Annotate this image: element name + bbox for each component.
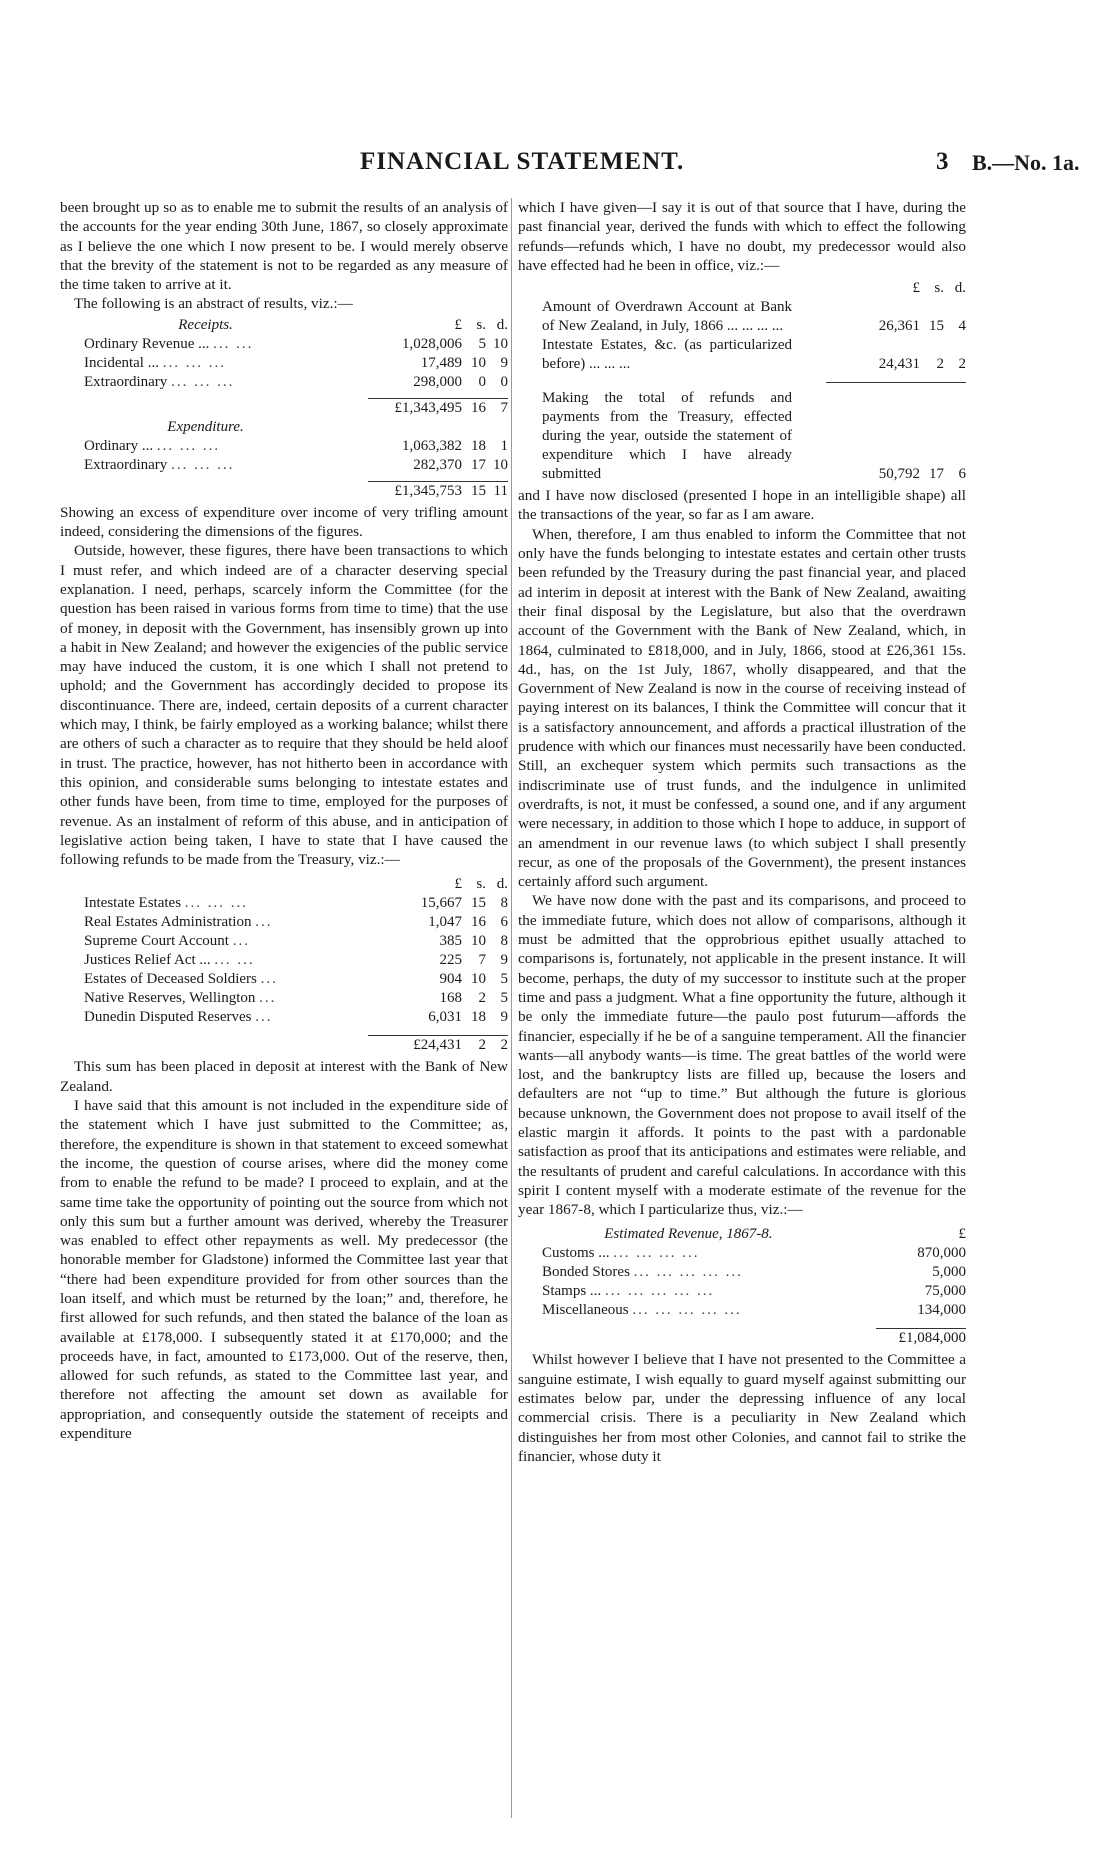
table-row xyxy=(84,913,508,932)
leader-dots: ... ... ... ... ... xyxy=(604,1283,715,1300)
col-header: £ xyxy=(454,876,462,893)
table-row xyxy=(84,456,508,475)
col-header: s. xyxy=(934,280,944,297)
total-row xyxy=(84,482,508,501)
row-label: Dunedin Disputed Reserves xyxy=(84,1009,252,1026)
leader-dots: ... ... ... xyxy=(171,373,235,390)
estimated-revenue-table xyxy=(542,1225,966,1348)
table-row xyxy=(84,989,508,1008)
shillings-cell: 10 xyxy=(471,354,486,371)
right-column xyxy=(518,198,966,1466)
col-header: £ xyxy=(912,280,920,297)
pence-cell: 9 xyxy=(500,354,508,371)
total-shillings: 2 xyxy=(478,1037,486,1054)
overdrawn-table xyxy=(542,279,966,484)
pence-cell: 8 xyxy=(500,933,508,950)
pence-cell: 5 xyxy=(500,971,508,988)
row-label: Making the total of refunds and payments from the Treasury, effected during the year, outside the statement of expenditure which I have already submitted xyxy=(542,390,792,483)
leader-dots: ... xyxy=(255,1009,273,1026)
paragraph: which I have given—I say it is out of that source that I have, during the past financial year, derived the funds with which to effect the following refunds—refunds which, I have no doubt, my predecessor would also have effected had he been in office, viz.:— xyxy=(518,199,966,274)
pounds-cell: 15,667 xyxy=(420,895,462,912)
pounds-cell: 870,000 xyxy=(917,1245,966,1262)
table-row xyxy=(84,1008,508,1027)
col-header: d. xyxy=(496,316,508,333)
row-label: Intestate Estates xyxy=(84,895,182,912)
leader-dots: ... xyxy=(255,914,273,931)
shillings-cell: 0 xyxy=(478,373,486,390)
total-pounds: £1,084,000 xyxy=(898,1330,966,1347)
leader-dots: ... ... xyxy=(213,335,254,352)
pence-cell: 1 xyxy=(500,437,508,454)
pounds-cell: 26,361 xyxy=(878,318,920,335)
row-label: Amount of Overdrawn Account at Bank of New Zealand, in July, 1866 ... ... ... ... xyxy=(542,299,792,335)
row-label: Extraordinary xyxy=(84,373,168,390)
col-header: s. xyxy=(476,876,486,893)
pounds-cell: 225 xyxy=(439,952,462,969)
shillings-cell: 18 xyxy=(471,1009,486,1026)
table-row xyxy=(84,951,508,970)
col-header: £ xyxy=(454,316,462,333)
pounds-cell: 1,063,382 xyxy=(402,437,462,454)
total-shillings: 16 xyxy=(471,399,486,416)
row-label: Supreme Court Account xyxy=(84,933,229,950)
pounds-cell: 5,000 xyxy=(932,1264,966,1281)
pounds-cell: 6,031 xyxy=(428,1009,462,1026)
row-label: Real Estates Administration xyxy=(84,914,252,931)
left-column xyxy=(60,198,508,1443)
pence-cell: 9 xyxy=(500,952,508,969)
table-row xyxy=(542,336,966,374)
leader-dots: ... ... ... ... xyxy=(613,1245,700,1262)
pence-cell: 8 xyxy=(500,895,508,912)
leader-dots: ... ... ... xyxy=(171,456,235,473)
shillings-cell: 18 xyxy=(471,437,486,454)
shillings-cell: 16 xyxy=(471,914,486,931)
document-reference: B.—No. 1a. xyxy=(972,150,1080,175)
shillings-cell: 7 xyxy=(478,952,486,969)
pence-cell: 10 xyxy=(493,335,508,352)
paragraph: This sum has been placed in deposit at interest with the Bank of New Zealand. xyxy=(60,1058,508,1095)
pence-cell: 9 xyxy=(500,1009,508,1026)
total-pence: 7 xyxy=(500,399,508,416)
pounds-cell: 168 xyxy=(439,990,462,1007)
column-divider xyxy=(511,198,512,1818)
table-row xyxy=(542,1301,966,1320)
row-label: Stamps ... xyxy=(542,1283,602,1300)
col-header: d. xyxy=(954,280,966,297)
pounds-cell: 298,000 xyxy=(413,373,462,390)
pence-cell: 4 xyxy=(958,318,966,335)
shillings-cell: 5 xyxy=(478,335,486,352)
pounds-cell: 282,370 xyxy=(413,456,462,473)
row-label: Customs ... xyxy=(542,1245,610,1262)
col-header: £ xyxy=(958,1226,966,1243)
total-shillings: 17 xyxy=(929,466,944,483)
leader-dots: ... ... ... xyxy=(184,895,249,912)
leader-dots: ... ... ... xyxy=(162,354,226,371)
table-row xyxy=(542,298,966,336)
paragraph: The following is an abstract of results, viz.:— xyxy=(74,295,353,313)
pence-cell: 10 xyxy=(493,456,508,473)
paragraph: Outside, however, these figures, there have been transactions to which I must refer, and which indeed are of a character deserving special explanation. I need, perhaps, scarcely inform the Committee (for the question has been raised in various forms from time to time) that the use of money, in deposit with the Government, has insensibly grown up into a habit in New Zealand; and however the exigencies of the public service may have induced the custom, it is one which I shall not pretend to uphold; and the Government has accordingly decided to propose its discontinuance. There are, indeed, certain deposits of a current character which may, I think, be fairly employed as a working balance; whilst there are others of such a character as to require that they should be held aloof in trust. The practice, however, has not hitherto been in accordance with this opinion, and considerable sums belonging to intestate estates and other funds have been, from time to time, employed for the purposes of revenue. As an instalment of reform of this abuse, and in anticipation of legislative action being taken, I have to state that I have caused the following refunds to be made from the Treasury, viz.:— xyxy=(60,542,508,869)
shillings-cell: 15 xyxy=(471,895,486,912)
row-label: Native Reserves, Wellington xyxy=(84,990,256,1007)
pounds-cell: 1,028,006 xyxy=(402,335,462,352)
row-label: Ordinary ... xyxy=(84,437,154,454)
total-shillings: 15 xyxy=(471,482,486,499)
total-row xyxy=(542,383,966,484)
table-row xyxy=(84,894,508,913)
total-pence: 2 xyxy=(500,1037,508,1054)
paragraph: I have said that this amount is not included in the expenditure side of the statement which I have just submitted to the Committee; as, therefore, the expenditure is shown in that statement to exceed somewhat the income, the question of course arises, where did the money come from to enable the refund to be made? I proceed to explain, and at the same time take the opportunity of pointing out the source from which not only this sum but a further amount was derived, whereby the Treasurer was enabled to effect other repayments as well. My predecessor (the honorable member for Gladstone) informed the Committee last year that “there had been expenditure provided for from other sources than the loan itself, and which must be returned by the loan;” and, therefore, he first allowed for such refunds, and then stated the balance of the loan as available at £178,000. I subsequently stated it at £170,000; and the proceeds have, in fact, amounted to £173,000. Out of the reserve, then, allowed for such refunds, as stated to the Committee last year, and therefore not affecting the amount set down as available for appropriation, and consequently outside the statement of receipts and expenditure xyxy=(60,1097,508,1443)
paragraph: Whilst however I believe that I have not presented to the Committee a sanguine estimate, I wish equally to guard myself against submitting our estimates below par, under the depressing influence of any local commercial crisis. There is a peculiarity in New Zealand which distinguishes her from most other Colonies, and cannot fail to strike the financier, whose duty it xyxy=(518,1351,966,1465)
leader-dots: ... ... xyxy=(214,952,255,969)
row-label: Miscellaneous xyxy=(542,1302,629,1319)
row-label: Justices Relief Act ... xyxy=(84,952,211,969)
pounds-cell: 385 xyxy=(439,933,462,950)
row-label: Incidental ... xyxy=(84,354,159,371)
receipts-table xyxy=(84,316,508,501)
total-pounds: £24,431 xyxy=(413,1037,462,1054)
total-pounds: 50,792 xyxy=(878,466,920,483)
total-pounds: £1,345,753 xyxy=(394,482,462,499)
page-header xyxy=(0,148,1114,188)
page-number: 3 xyxy=(936,148,949,175)
leader-dots: ... xyxy=(259,990,277,1007)
total-row xyxy=(542,1329,966,1348)
total-pence: 6 xyxy=(958,466,966,483)
leader-dots: ... xyxy=(232,933,250,950)
row-label: Estates of Deceased Soldiers xyxy=(84,971,257,988)
leader-dots: ... xyxy=(260,971,278,988)
page-title: FINANCIAL STATEMENT. xyxy=(360,148,685,175)
pence-cell: 2 xyxy=(958,356,966,373)
pounds-cell: 904 xyxy=(439,971,462,988)
pounds-cell: 134,000 xyxy=(917,1302,966,1319)
pounds-cell: 17,489 xyxy=(420,354,462,371)
total-pounds: £1,343,495 xyxy=(394,399,462,416)
table-row xyxy=(542,1244,966,1263)
paragraph: We have now done with the past and its comparisons, and proceed to the immediate future, which does not allow of comparisons, although it must be admitted that the opprobrious epithet usually attached to comparisons is, fortunately, not applicable in the present instance. It will become, perhaps, the duty of my successor to institute such at the proper time and pass a judgment. What a fine opportunity the future, although it be only the immediate future—the paulo post futurum—affords the financier, especially if he be of a sanguine temperament. All the financier wants—all anybody wants—is time. The great battles of the world were lost, and the bankruptcy lists are filled up, because the losers and defaulters are not “up to time.” But although the future is glorious because unknown, the Government does not propose to avail itself of the elastic margin it affords. It points to the past with a pardonable satisfaction as proof that its anticipations and estimates were reliable, and the resultants of prudent and careful calculations. In accordance with this spirit I content myself with a moderate estimate of the revenue for the year 1867-8, which I particularize thus, viz.:— xyxy=(518,892,966,1219)
paragraph: and I have now disclosed (presented I hope in an intelligible shape) all the transactions of the year, so far as I am aware. xyxy=(518,487,966,524)
table-caption: Estimated Revenue, 1867-8. xyxy=(604,1226,773,1243)
table-row xyxy=(84,932,508,951)
shillings-cell: 17 xyxy=(471,456,486,473)
refunds-table xyxy=(84,875,508,1055)
shillings-cell: 10 xyxy=(471,971,486,988)
pence-cell: 0 xyxy=(500,373,508,390)
paragraph: When, therefore, I am thus enabled to inform the Committee that not only have the funds belonging to intestate estates and certain other trusts been refunded by the Treasury during the past financial year, and placed ad interim in deposit at interest with the Bank of New Zealand, awaiting their final disposal by the Legislature, but also that the overdrawn account of the Government with the Bank of New Zealand, which, in 1864, culminated to £818,000, and in July, 1866, stood at £26,361 15s. 4d., has, on the 1st July, 1867, wholly disappeared, and that the Government of New Zealand is now in the course of receiving instead of paying interest on its balances, I think the Committee will concur that it is a satisfactory announcement, and affords a practical illustration of the prudence with which our finances must necessarily have been conducted. Still, an exchequer system which permits such transactions as the indiscriminate use of trust funds, and the indulgence in unlimited overdrafts, is not, it must be confessed, a sound one, and if any argument were necessary, in addition to those which I hope to adduce, in support of an amendment in our revenue laws (to which subject I shall presently recur, as one of the proposals of the Government), the present instances certainly afford such argument. xyxy=(518,525,966,891)
pounds-cell: 1,047 xyxy=(428,914,462,931)
shillings-cell: 15 xyxy=(929,318,944,335)
row-label: Bonded Stores xyxy=(542,1264,630,1281)
pence-cell: 6 xyxy=(500,914,508,931)
leader-dots: ... ... ... xyxy=(156,437,221,454)
table-row xyxy=(84,970,508,989)
shillings-cell: 10 xyxy=(471,933,486,950)
row-label: Intestate Estates, &c. (as particularized before) ... ... ... xyxy=(542,337,792,373)
pounds-cell: 75,000 xyxy=(924,1283,966,1300)
table-caption: Expenditure. xyxy=(167,418,244,435)
leader-dots: ... ... ... ... ... xyxy=(632,1302,742,1319)
table-row xyxy=(84,335,508,354)
table-row xyxy=(542,1282,966,1301)
shillings-cell: 2 xyxy=(936,356,944,373)
row-label: Extraordinary xyxy=(84,456,168,473)
row-label: Ordinary Revenue ... xyxy=(84,335,210,352)
paragraph: been brought up so as to enable me to submit the results of an analysis of the accounts for the year ending 30th June, 1867, so closely approximate as I believe the one which I now present to be. I would merely observe that the brevity of the statement is not to be regarded as any measure of the time taken to arrive at it. xyxy=(60,199,508,294)
table-row xyxy=(84,437,508,456)
table-caption: Receipts. xyxy=(178,316,233,333)
table-row xyxy=(84,354,508,373)
pence-cell: 5 xyxy=(500,990,508,1007)
col-header: s. xyxy=(476,316,486,333)
leader-dots: ... ... ... ... ... xyxy=(633,1264,743,1281)
total-row xyxy=(84,1036,508,1055)
col-header: d. xyxy=(496,876,508,893)
pounds-cell: 24,431 xyxy=(878,356,920,373)
total-row xyxy=(84,399,508,418)
paragraph: Showing an excess of expenditure over income of very trifling amount indeed, considering the dimensions of the figures. xyxy=(60,503,508,541)
total-pence: 11 xyxy=(493,482,508,499)
table-row xyxy=(84,373,508,392)
table-row xyxy=(542,1263,966,1282)
shillings-cell: 2 xyxy=(478,990,486,1007)
